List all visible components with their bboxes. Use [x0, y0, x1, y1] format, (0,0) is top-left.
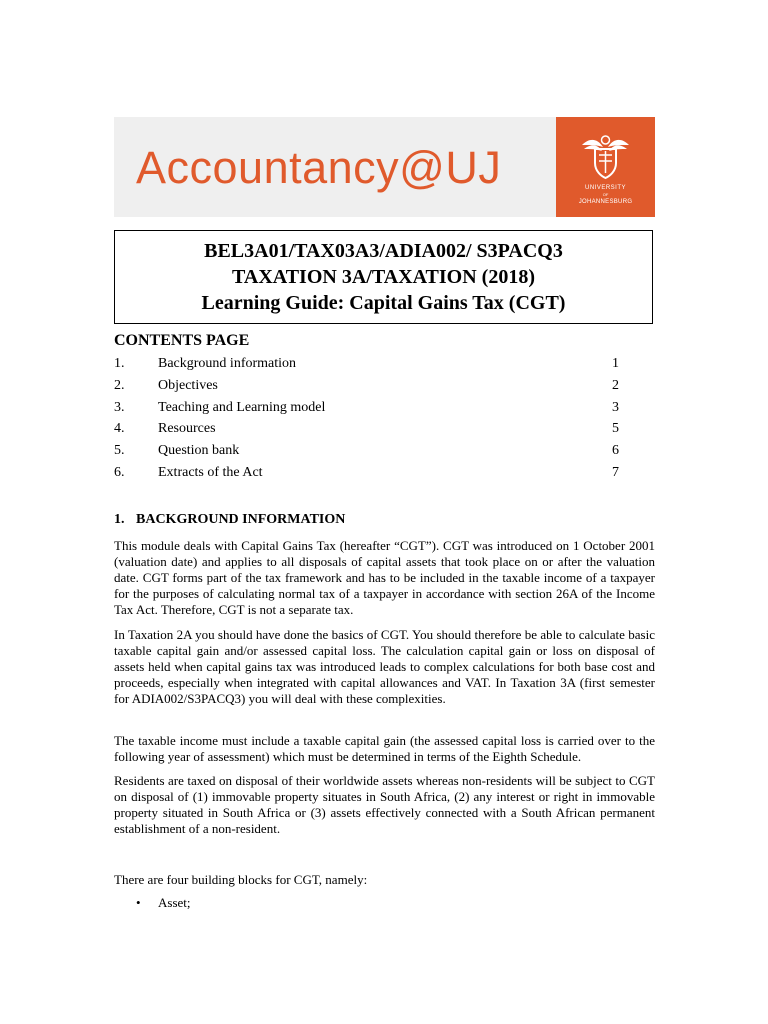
toc-title: Background information [158, 356, 297, 371]
course-codes: BEL3A01/TAX03A3/ADIA002/ S3PACQ3 [204, 240, 563, 262]
toc-page: 6 [612, 443, 619, 458]
toc-page: 2 [612, 378, 619, 393]
uj-logo [556, 117, 655, 217]
toc-row [114, 421, 619, 441]
section-heading [114, 512, 345, 528]
toc-number: 4. [114, 421, 125, 436]
toc-page: 7 [612, 465, 619, 480]
toc-number: 6. [114, 465, 125, 480]
toc-row [114, 443, 619, 463]
bullet-text: Asset; [158, 895, 191, 910]
toc-number: 3. [114, 400, 125, 415]
logo-line-university: UNIVERSITY [584, 185, 626, 191]
toc-title: Objectives [158, 378, 218, 393]
toc-row [114, 465, 619, 485]
uj-crest-icon [578, 131, 633, 181]
paragraph-taxable-income: The taxable income must include a taxable capital gain (the assessed capital loss is carried over to the following year of assessment) which must be determined in terms of the Eighth Schedule. [114, 733, 655, 764]
paragraph-taxation-2a: In Taxation 2A you should have done the basics of CGT. You should therefore be able to calculate basic taxable capital gain and/or assessed capital loss. The calculation capital gain or loss on disposal of assets held when capital gains tax was introduced leads to complex calculations for both base cost and proceeds, especially when integrated with capital allowances and VAT. In Taxation 3A (first semester for ADIA002/S3PACQ3) you will deal with these complexities. [114, 627, 655, 706]
paragraph-residents: Residents are taxed on disposal of their worldwide assets whereas non-residents will be subject to CGT on disposal of (1) immovable property situates in South Africa, (2) any interest or right in immovable property situated in South Africa or (3) assets effectively connected with a South African permanent establishment of a non-resident. [114, 773, 655, 836]
toc-row [114, 378, 619, 398]
logo-line-johannesburg: JOHANNESBURG [578, 199, 633, 205]
toc-row [114, 356, 619, 376]
course-name: TAXATION 3A/TAXATION (2018) [232, 266, 535, 288]
bullet-icon: • [136, 895, 141, 910]
contents-heading: CONTENTS PAGE [114, 332, 250, 349]
toc-number: 1. [114, 356, 125, 371]
section-title: BACKGROUND INFORMATION [136, 512, 346, 527]
section-number: 1. [114, 512, 125, 527]
paragraph-building-blocks: There are four building blocks for CGT, namely: [114, 872, 368, 887]
logo-line-of: OF [602, 192, 609, 197]
toc-row [114, 400, 619, 420]
toc-title: Question bank [158, 443, 240, 458]
toc-number: 2. [114, 378, 125, 393]
toc-page: 5 [612, 421, 619, 436]
paragraph-introduction: This module deals with Capital Gains Tax (hereafter “CGT”). CGT was introduced on 1 October 2001 (valuation date) and applies to all disposals of capital assets that took place on or after the valuation date. CGT forms part of the tax framework and has to be included in the taxable income of a taxpayer for the purposes of calculating normal tax of a taxpayer in accordance with section 26A of the Income Tax Act. Therefore, CGT is not a separate tax. [114, 538, 655, 617]
toc-title: Extracts of the Act [158, 465, 263, 480]
toc-title: Teaching and Learning model [158, 400, 326, 415]
course-title-box [114, 230, 653, 324]
brand-text: Accountancy@UJ [136, 142, 502, 193]
bullet-item [136, 895, 191, 911]
guide-title: Learning Guide: Capital Gains Tax (CGT) [201, 292, 566, 314]
toc-page: 1 [612, 356, 619, 371]
accountancy-uj-banner [114, 117, 655, 217]
toc-title: Resources [158, 421, 216, 436]
toc-page: 3 [612, 400, 619, 415]
toc-number: 5. [114, 443, 125, 458]
